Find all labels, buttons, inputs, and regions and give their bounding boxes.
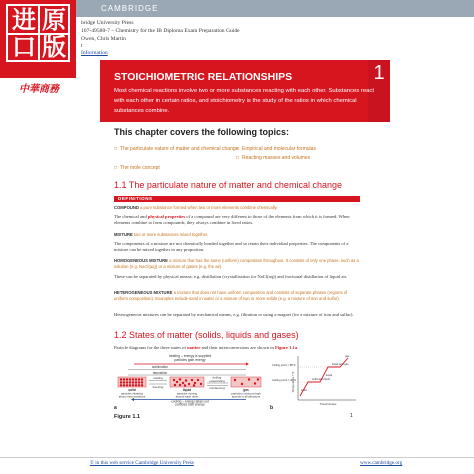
x-axis-label: Time/minutes	[319, 402, 337, 406]
figure-reference: Figure 1.1a	[275, 345, 298, 350]
definition-compound	[114, 205, 360, 211]
paragraph-text: and their interconversions are shown in	[200, 345, 275, 350]
topics-heading: This chapter covers the following topics:	[114, 127, 290, 137]
gas-particles	[231, 377, 261, 387]
solid-description: about mean positions	[118, 394, 146, 399]
stamp-char: 进	[12, 5, 36, 34]
definition-text: a mixture that has the same (uniform) composition throughout. It consists of only one phase, such as a solution (e.g. NaCl(aq)) or a mixture of gases (e.g. the air).	[114, 258, 359, 270]
solid-region-label: solid	[301, 389, 307, 392]
paragraph	[114, 214, 360, 226]
paragraph: The components of a mixture are not chemically bonded together and so retain their individual properties. The components of a mixture can be mixed together in any proportion.	[114, 241, 349, 253]
arrow-head-icon	[246, 363, 249, 366]
diagram-top-label: particles gain energy	[174, 358, 206, 362]
paragraph-text: of a compound are very different to those of the elements from which it is formed. When elements combine to form compounds, they always combine in fixed ratios.	[114, 214, 350, 226]
stamp-char: 口	[12, 32, 36, 61]
more-information-link[interactable]: Information	[81, 50, 108, 56]
gas-region-label: gas	[345, 355, 350, 358]
stamp-char: 原	[42, 5, 66, 34]
topic-item: □ Empirical and molecular formulas	[236, 146, 316, 152]
section-heading-1-1: 1.1 The particulate nature of matter and chemical change	[114, 180, 342, 190]
paragraph-text: The chemical and	[114, 214, 148, 219]
sublimation-label: sublimation	[151, 365, 169, 369]
paragraph: These can be separated by physical means, e.g. distillation (crystallisation for NaCl(aq)) and fractional distillation of liquid air.	[114, 274, 348, 279]
definition-term: HETEROGENEOUS MIXTURE	[114, 290, 173, 295]
y-axis-label: Temperature / °C	[291, 371, 295, 393]
chapter-number: 1	[373, 62, 385, 84]
copyright-link[interactable]: © in this web service Cambridge University Press	[90, 460, 194, 466]
liquid-and-gas-label: liquid and gas	[332, 363, 349, 366]
liquid-region-label: liquid	[326, 374, 333, 377]
meta-publisher: bridge University Press	[81, 20, 134, 26]
solid-label: solid	[128, 388, 136, 392]
condensing-label: condensing	[209, 386, 225, 390]
topic-item: □ Reacting masses and volumes	[236, 155, 310, 161]
cambridge-website-link[interactable]: www.cambridge.org	[360, 460, 403, 466]
melting-point-label: melting point = 40°C	[272, 379, 297, 382]
liquid-label: liquid	[182, 388, 192, 392]
definition-text: a mixture that does not have uniform composition and consists of separate phases (regions of uniform composition). Examples include sand in water or a mixture of two or more solids (e.g. a mixture of iron and sulfur).	[114, 290, 348, 302]
stamp-char: 版	[42, 32, 66, 61]
paragraph-text: .	[297, 345, 299, 350]
chapter-intro: Most chemical reactions involve two or more substances reacting with each other. Substances react with each other in certain ratios, and stoichiometry is the study of the ratios in which chemical substances combine.	[114, 88, 374, 114]
definition-term: MIXTURE	[114, 232, 133, 237]
highlight-term: matter	[187, 345, 201, 350]
meta-authors: Owen, Chris Martin	[81, 36, 126, 42]
page-number: 1	[350, 413, 353, 419]
evaporating-label: evaporating	[209, 379, 225, 383]
definition-term: HOMOGENEOUS MIXTURE	[114, 258, 168, 263]
freezing-label: freezing	[152, 385, 164, 389]
stamp-caption: 中華商務	[19, 84, 59, 95]
chapter-title: STOICHIOMETRIC RELATIONSHIPS	[114, 71, 293, 83]
liquid-description: particles moving	[176, 391, 198, 396]
section-heading-1-2: 1.2 States of matter (solids, liquids and gases)	[114, 330, 299, 340]
definition-text: two or more substances mixed together.	[134, 232, 209, 237]
heating-curve-graph	[272, 352, 360, 408]
definition-text: a pure substance formed when two or more elements combine chemically.	[140, 205, 278, 210]
deposition-label: deposition	[152, 371, 168, 375]
meta-extra: t	[81, 43, 83, 49]
solid-and-liquid-label: solid and liquid	[312, 378, 330, 381]
gas-description: particles moving at high	[231, 391, 261, 396]
definition-homogeneous	[114, 258, 360, 270]
diagram-top-label: heating – energy is supplied	[168, 354, 212, 358]
diagram-label-a: a	[114, 405, 117, 411]
figure-caption: Figure 1.1	[114, 414, 140, 420]
diagram-bottom-label: cooling – energy taken out	[171, 399, 209, 404]
paragraph: Heterogeneous mixtures can be separated by mechanical means, e.g. filtration or using a magnet (for a mixture of iron and sulfur).	[114, 312, 354, 317]
boiling-label: boiling	[212, 375, 222, 380]
topic-item: □ The particulate nature of matter and chemical change	[114, 146, 238, 152]
definitions-label: DEFINITIONS	[118, 196, 153, 201]
paragraph-text: Particle diagrams for the three states of	[114, 345, 188, 350]
gas-label: gas	[243, 388, 249, 392]
paragraph	[114, 345, 360, 351]
definition-heterogeneous	[114, 290, 360, 302]
melting-label: melting	[153, 376, 163, 380]
stamp-frame	[6, 4, 70, 62]
diagram-label-b: b	[270, 405, 274, 411]
topic-item: □ The mole concept	[114, 165, 160, 171]
diagram-bottom-label: particles lose energy	[175, 402, 205, 406]
highlight-term: physical properties	[147, 214, 186, 219]
meta-isbn-title: 107-49580-7 – Chemistry for the IB Diploma Exam Preparation Guide	[81, 28, 240, 34]
state-change-diagram	[114, 352, 270, 406]
solid-description: particles vibrating	[121, 391, 143, 396]
boiling-point-label: boiling point = 88°C	[272, 364, 296, 367]
import-stamp	[0, 0, 76, 78]
gas-description: speeds in all directions	[231, 394, 261, 399]
footer-divider	[0, 457, 474, 458]
liquid-description: around each other	[175, 394, 199, 399]
definition-term: COMPOUND	[114, 205, 139, 210]
definition-mixture	[114, 232, 360, 238]
brand-name: CAMBRIDGE	[101, 4, 159, 13]
